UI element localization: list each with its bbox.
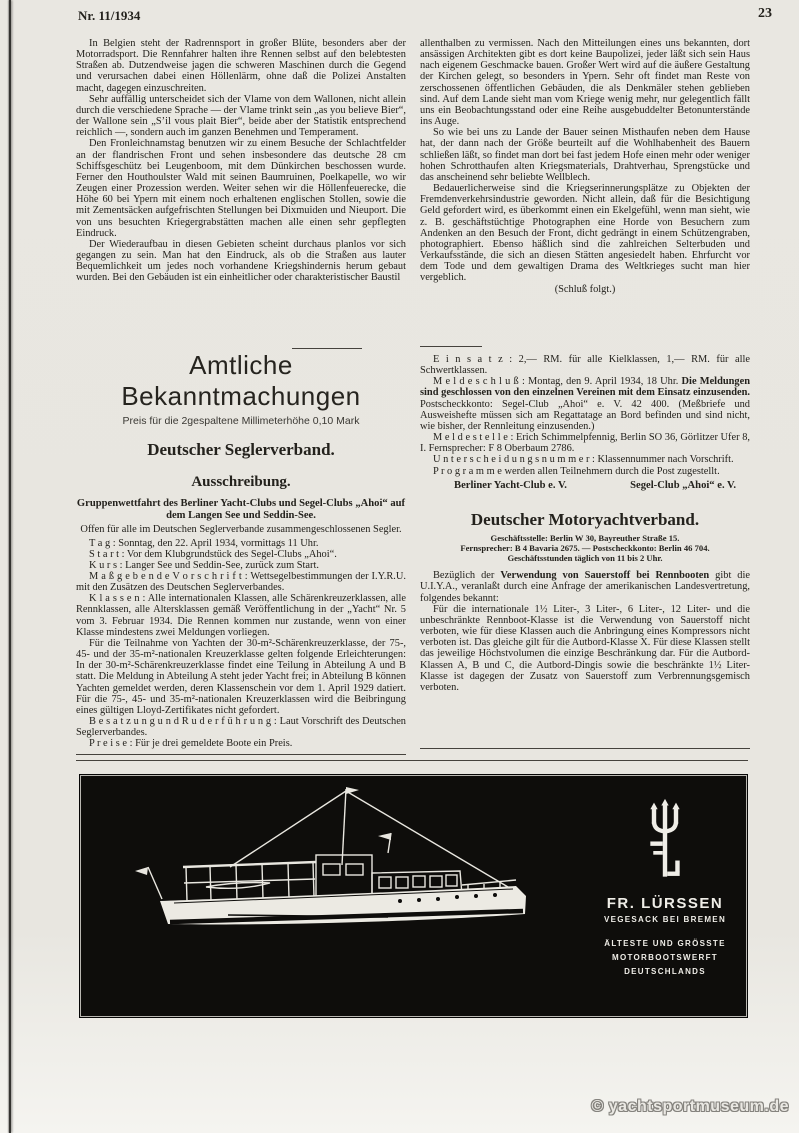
office-info bbox=[420, 533, 750, 564]
paragraph: B e s a t z u n g u n d R u d e r f ü h r u n g : Laut Vorschrift des Deutschen Seglerverbandes. bbox=[76, 716, 406, 739]
ad-claim-line: MOTORBOOTSWERFT bbox=[611, 953, 718, 962]
issue-number: Nr. 11/1934 bbox=[78, 8, 141, 23]
luerssen-brand-block bbox=[597, 797, 733, 979]
watermark: © yachtsportmuseum.de bbox=[591, 1098, 789, 1115]
regatta-details bbox=[76, 538, 406, 750]
article-end-rule bbox=[292, 348, 362, 349]
paragraph: K l a s s e n : Alle internationalen Klassen, alle Schärenkreuzerklassen, alle Rennklassen, alle Altersklassen gemäß Veröffentlichung in der „Yacht“ Nr. 5 vom 3. Februar 1934. Die Rennen kommen nur zustande, wenn von einer Klasse mindestens zwei Meldungen vorliegen. bbox=[76, 593, 406, 638]
ausschreibung-heading: Ausschreibung. bbox=[191, 474, 291, 490]
ad-location: VEGESACK BEI BREMEN bbox=[603, 915, 727, 924]
article-right-column bbox=[420, 38, 750, 295]
paragraph: T a g : Sonntag, den 22. April 1934, vormittags 11 Uhr. bbox=[89, 537, 319, 549]
left-column-bottom-rule bbox=[76, 754, 406, 755]
event-title: Gruppenwettfahrt des Berliner Yacht-Clubs und Segel-Clubs „Ahoi“ auf dem Langen See und Seddin-See. bbox=[76, 498, 406, 521]
paragraph: Der Wiederaufbau in diesen Gebieten scheint durchaus planlos vor sich gegangen zu sein. Man hat den Eindruck, als ob die Straßen aus lauter Bequemlichkeit um jedes noch vorhandene Kriegshindernis herum gebaut wurden. Bei den Gebäuden ist ein einheitlicher oder charakteristischer Baustil bbox=[76, 238, 406, 284]
ad-company-name: FR. LÜRSSEN bbox=[606, 895, 724, 912]
paragraph: Sehr auffällig unterscheidet sich der Vlame von dem Wallonen, nicht allein durch die verschiedene Sprache — der Vlame trinkt sein „as you believe Bier“, der Wallone sein „S’il vous plait Bier“, beide aber der Statistik entsprechend reichlich —, sondern auch im ganzen Benehmen und Temperament. bbox=[76, 93, 406, 139]
trident-fl-monogram-icon bbox=[643, 797, 687, 883]
paragraph: U n t e r s c h e i d u n g s n u m m e r : Klassennummer nach Vorschrift. bbox=[433, 454, 734, 466]
luerssen-advertisement bbox=[79, 774, 748, 1018]
signature-byc: Berliner Yacht-Club e. V. bbox=[454, 479, 567, 491]
motoryachtverband-section bbox=[420, 510, 750, 693]
ad-claim-line: DEUTSCHLANDS bbox=[624, 967, 706, 976]
seglerverband-heading: Deutscher Seglerverband. bbox=[147, 440, 335, 459]
paragraph: Für die internationale 1½ Liter-, 3 Liter-, 6 Liter-, 12 Liter- und die unbeschränkte Rennboot-Klasse ist die Verwendung von Sauerstoff nicht verboten, wie für diese Klassen auch die Anbringung eines Kompressors nicht verboten ist. Das gleiche gilt für die Autbord-Klasse X. Für diese Klassen stellt das jeweilige Höchstvolumen die einzige Beschränkung dar. Für die Autbord-Klassen A, B und C, die Autbord-Dingis sowie die beschränkte 1½ Liter-Klasse ist dagegen der Zusatz von Sauerstoff zum Verbrennungsgemisch verboten. bbox=[420, 603, 750, 693]
motor-yacht-illustration bbox=[88, 775, 608, 1017]
article-left-column bbox=[76, 38, 406, 283]
price-note: Preis für die 2gespaltene Millimeterhöhe 0,10 Mark bbox=[122, 415, 360, 427]
entry-details bbox=[420, 354, 750, 477]
office-hours: Geschäftsstunden täglich von 11 bis 2 Uhr. bbox=[507, 553, 663, 564]
ad-claims bbox=[597, 937, 733, 979]
section-bottom-rule bbox=[76, 760, 748, 761]
page-number: 23 bbox=[758, 6, 772, 21]
paragraph: Bedauerlicherweise sind die Kriegserinnerungsplätze zu Objekten der Fremdenverkehrsindustrie geworden. Nicht allein, daß für die Besichtigung Geld gefordert wird, es überkommt einen ein Ekelgefühl, wenn man sieht, wie z. B. geschäftstüchtige Photographen eine Horde von Besuchern zum Andenken an den Besuch der Front, dicht gedrängt in einem Schützengraben, photographiert. Ebenso häßlich sind die zahlreichen Selterbuden und Verkaufsstände, die sich an diesen Stätten angesiedelt haben. Ehrfurcht vor dem Tode und dem gewaltigen Drama des Weltkrieges sucht man hier vergeblich. bbox=[420, 183, 750, 284]
paragraph: Für die Teilnahme von Yachten der 30-m²-Schärenkreuzerklasse, der 75-, 45- und der 35-m²-nationalen Kreuzerklasse gelten folgende Erleichterungen: In der 30-m²-Schärenkreuzerklasse findet eine Teilung in Abteilung A und B statt. Die Meldung in Abteilung A steht jeder Yacht frei; in Abteilung B können Yachten gemeldet werden, deren Klassenschein vor dem 1. April 1929 datiert. Für die 75-, 45- und 35-m²-nationalen Kreuzerklassen wird die Beibringung eines gültigen Lloyd-Zertifikates nicht gefordert. bbox=[76, 637, 406, 716]
paragraph: P r e i s e : Für je drei gemeldete Boote ein Preis. bbox=[89, 738, 293, 750]
ad-claim-line: ÄLTESTE UND GRÖSSTE bbox=[604, 939, 726, 948]
column-end-rule bbox=[420, 346, 482, 347]
paragraph: Bezüglich der Verwendung von Sauerstoff bei Rennbooten gibt die U.I.Y.A., veranlaßt durch eine Anfrage der amerikanischen Landesvertretung, folgendes bekannt: bbox=[420, 570, 750, 604]
scan-binding-edge bbox=[9, 0, 11, 1133]
announcements-title: Amtliche Bekanntmachungen bbox=[121, 350, 361, 411]
open-note: Offen für alle im Deutschen Seglerverbande zusammengeschlossenen Segler. bbox=[80, 524, 402, 535]
signature-row bbox=[420, 477, 750, 491]
paragraph: M a ß g e b e n d e V o r s c h r i f t : Wettsegelbestimmungen der I.Y.R.U. mit den Zusätzen des Deutschen Seglerverbandes. bbox=[76, 570, 406, 594]
paragraph: P r o g r a m m e werden allen Teilnehmern durch die Post zugestellt. bbox=[433, 465, 720, 477]
paragraph: S t a r t : Vor dem Klubgrundstück des Segel-Clubs „Ahoi“. bbox=[89, 548, 337, 560]
paragraph: allenthalben zu vermissen. Nach den Mitteilungen eines uns bekannten, dort ansässigen Architekten gibt es dort keine Baupolizei, jeder läßt sich sein Haus nach eigenem Geschmacke bauen. Großer Wert wird auf die äußere Gestaltung der Kirchen gelegt, so besonders in Ypern. Sehr oft findet man Reste von zerschossenen öffentlichen Gebäuden, die als Denkmäler stehen geblieben sind. Auf dem Lande sieht man vom Kriege wenig mehr, nur gelegentlich fällt uns ein Beobachtungsstand oder eine Reihe ausgebuddelter Betonunterstände ins Auge. bbox=[420, 38, 750, 128]
paragraph: M e l d e s t e l l e : Erich Schimmelpfennig, Berlin SO 36, Görlitzer Ufer 8, I. Fernsprecher: F 8 Oberbaum 2786. bbox=[420, 432, 750, 455]
motoryachtverband-heading: Deutscher Motoryachtverband. bbox=[470, 509, 700, 529]
paragraph: M e l d e s c h l u ß : Montag, den 9. April 1934, 18 Uhr. Die Meldungen sind geschlossen von den einzelnen Vereinen mit dem Einsatz einzusenden. Postscheckkonto: Segel-Club „Ahoi“ e. V. 42 400. (Meßbriefe und Ausweishefte müssen sich am Regattatage an Bord befinden und sind nicht, wie bisher, der Rennleitung einzusenden.) bbox=[420, 376, 750, 432]
oxygen-ruling bbox=[420, 570, 750, 693]
office-address: Geschäftsstelle: Berlin W 30, Bayreuther Straße 15. bbox=[490, 532, 680, 543]
article-closing: (Schluß folgt.) bbox=[554, 284, 616, 296]
paragraph: So wie bei uns zu Lande der Bauer seinen Misthaufen neben dem Hause hat, der dann nach der Größe beurteilt auf die Wohlhabenheit des Bauern schließen läßt, so findet man dort bei fast jedem Hofe einen mehr oder weniger hohen Schrotthaufen alten Kriegsmaterials, Drahtverhau, Sprengstücke und das anscheinend sehr beliebte Wellblech. bbox=[420, 127, 750, 183]
announcements-left-column bbox=[76, 350, 406, 749]
right-column-bottom-rule bbox=[420, 748, 750, 749]
announcements-right-column bbox=[420, 354, 750, 693]
paragraph: Den Fronleichnamstag benutzen wir zu einem Besuche der Schlachtfelder an der flandrischen Front und sehen insbesondere das deutsche 28 cm Schiffsgeschütz bei Leugenboom, mit dem Dünkirchen beschossen wurde. Ferner den Houthoulster Wald mit seinen Baumruinen, Poelkapelle, wo wir Zeugen einer Prozession werden. Weiter sehen wir die Höllenfeuerecke, die Höhe 60 bei Ypern mit einem noch erhaltenen englischen Stollen, sowie die mit Zementsäcken aufgefrischten Stellungen bei Dixmuiden und Nieuport. Die von uns besuchten Kriegergrabstätten machen alle einen sehr gepflegten Eindruck. bbox=[76, 138, 406, 239]
paragraph: K u r s : Langer See und Seddin-See, zurück zum Start. bbox=[89, 559, 319, 571]
signature-ahoi: Segel-Club „Ahoi“ e. V. bbox=[630, 479, 736, 491]
paragraph: E i n s a t z : 2,— RM. für alle Kielklassen, 1,— RM. für alle Schwertklassen. bbox=[420, 354, 750, 377]
office-phone: Fernsprecher: B 4 Bavaria 2675. — Postscheckkonto: Berlin 46 704. bbox=[460, 542, 710, 553]
paragraph: In Belgien steht der Radrennsport in großer Blüte, besonders aber der Motorradsport. Die Rennfahrer halten ihre Rennen selbst auf den belebtesten Straßen ab. Dutzendweise jagen die schweren Maschinen durch die Gegend und verursachen dabei einen Höllenlärm, ohne daß die Polizei Anstalten macht, dagegen einzuschreiten. bbox=[76, 38, 406, 94]
